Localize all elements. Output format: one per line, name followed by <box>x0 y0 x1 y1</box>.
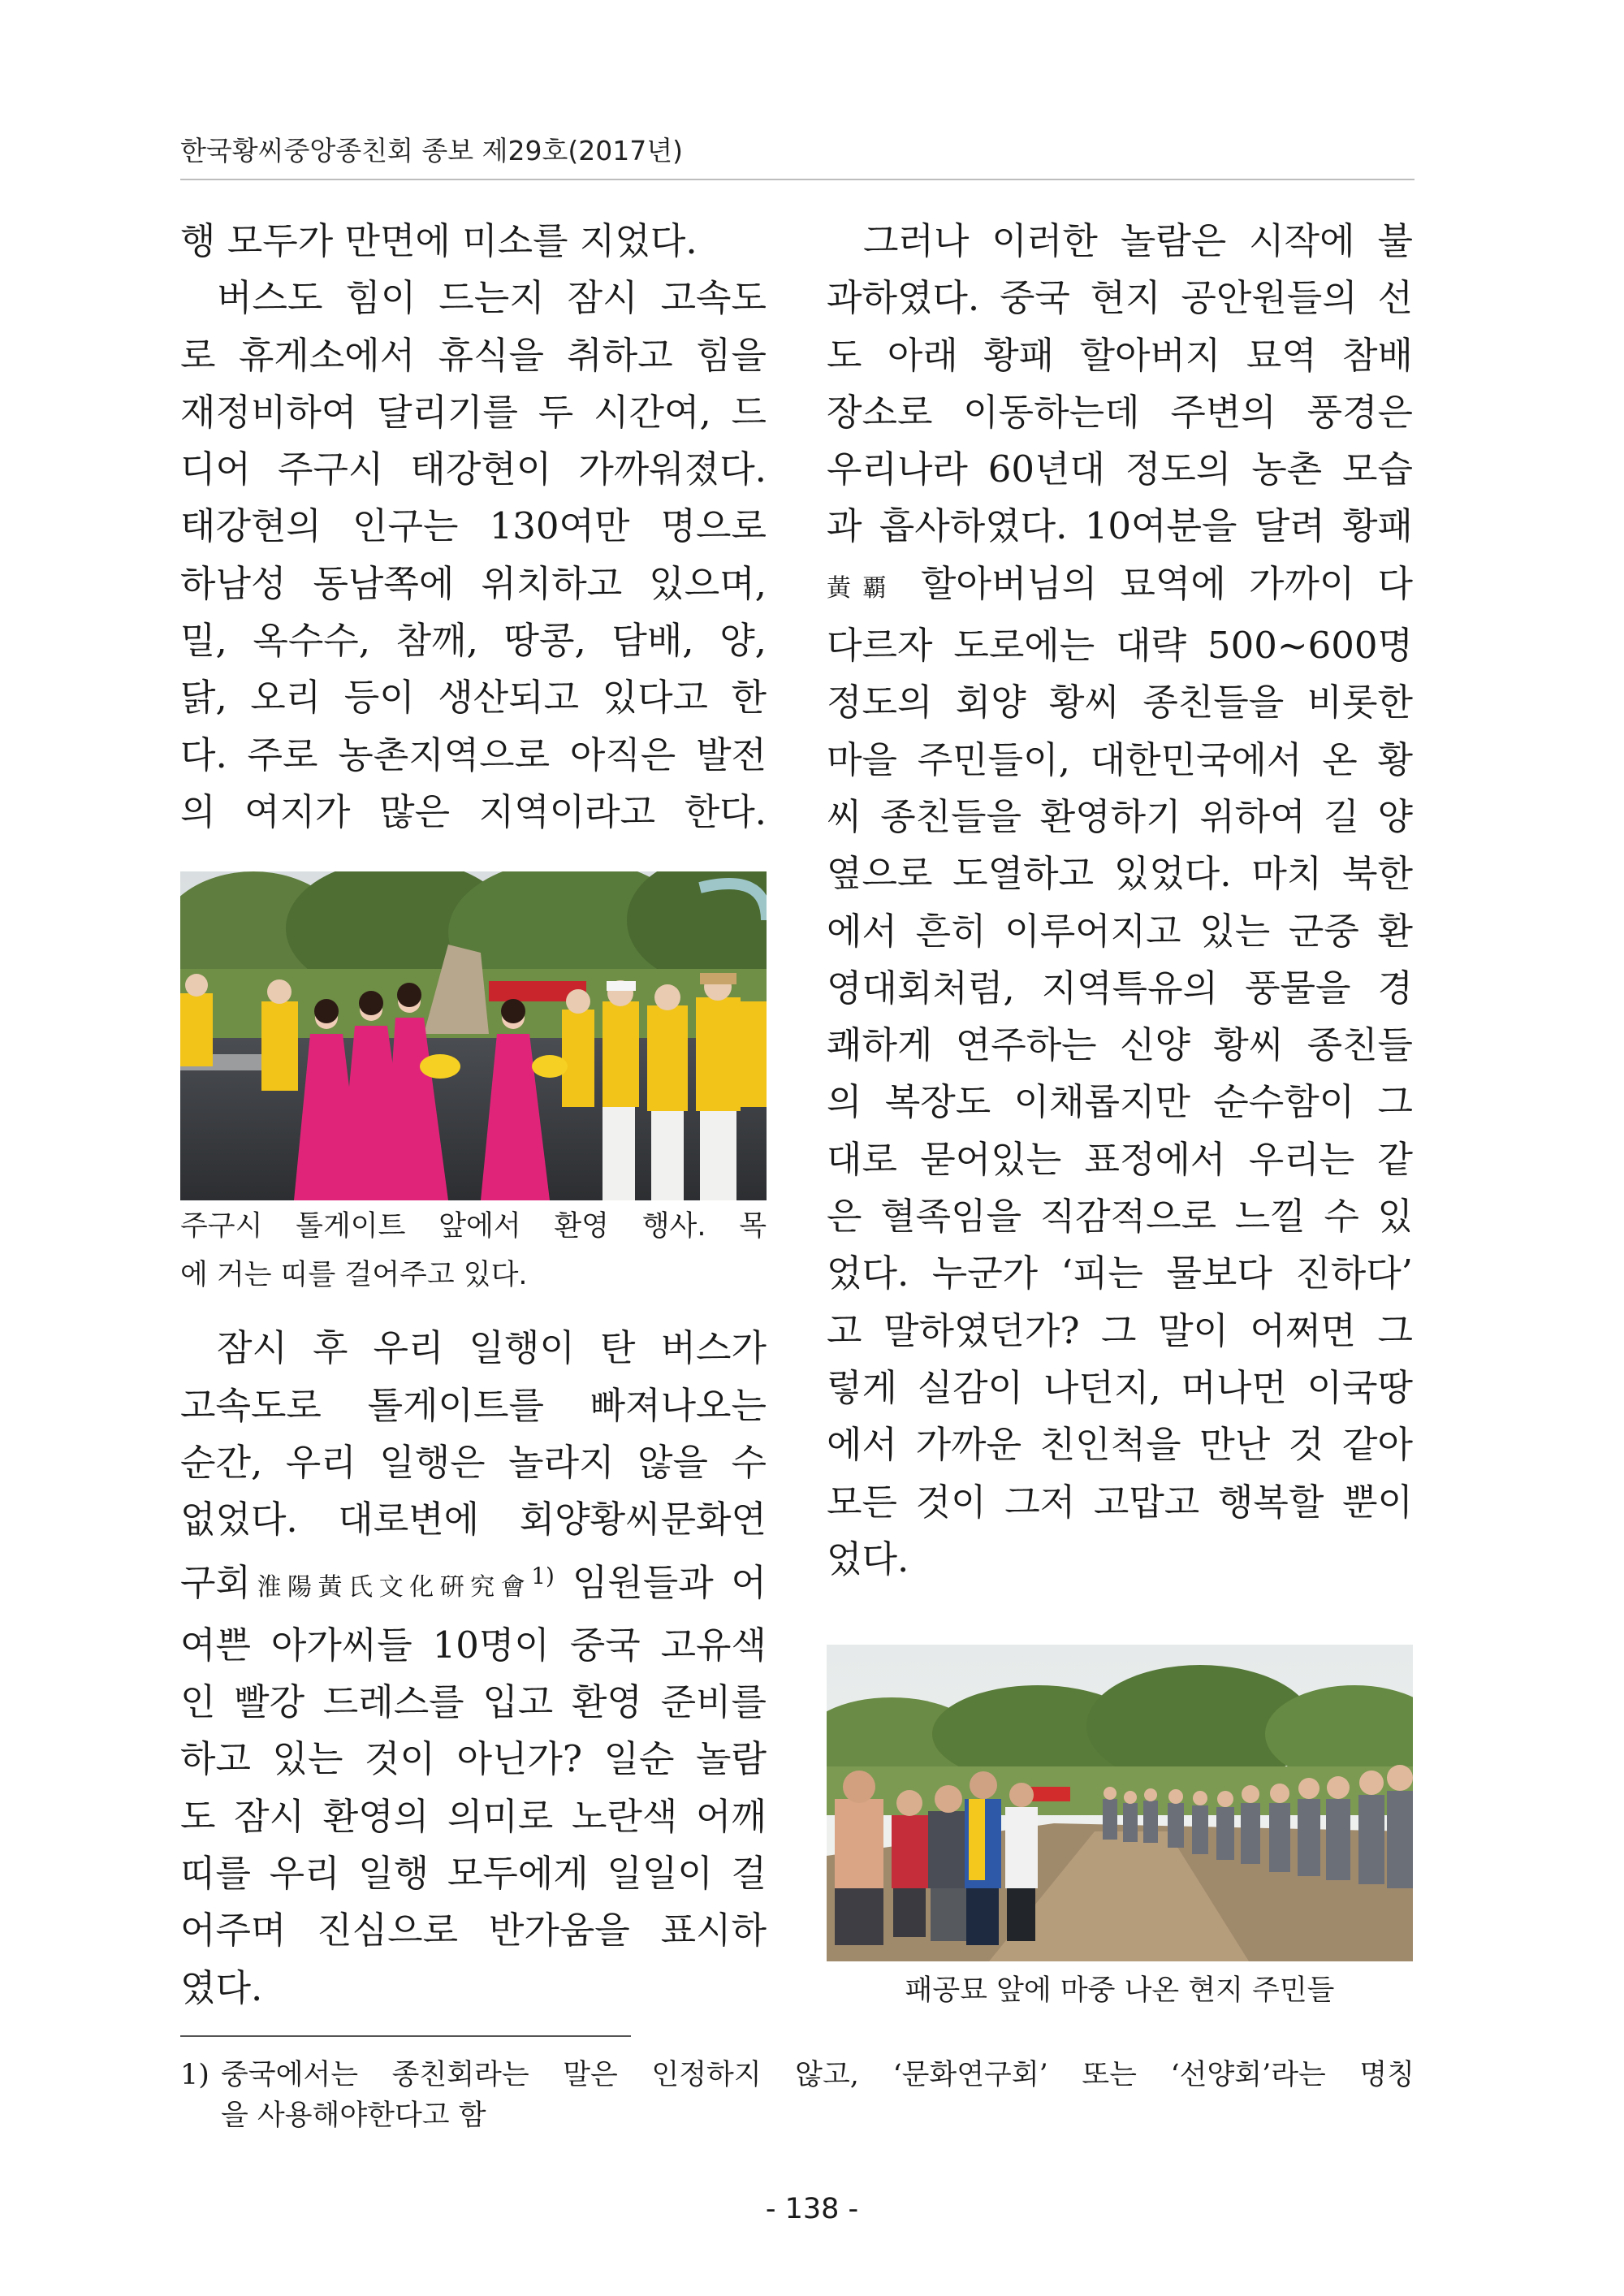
text-fragment: 임원들과 어 <box>554 1561 767 1605</box>
photo-caption-tollgate <box>180 1202 767 1299</box>
footnote-reference[interactable]: 1) <box>531 1563 555 1590</box>
text-line: 였다. <box>180 1965 263 2009</box>
text-line: 띠를 우리 일행 모두에게 일일이 걸 <box>180 1851 767 1895</box>
text-line: 밀, 옥수수, 참깨, 땅콩, 담배, 양, <box>180 619 767 663</box>
text-line-with-hanja <box>827 556 1413 617</box>
text-line: 그러나 이러한 놀람은 시작에 불 <box>863 219 1413 262</box>
caption-line: 에 거는 띠를 걸어주고 있다. <box>180 1259 528 1292</box>
footnote-number: 1) <box>180 2059 209 2091</box>
text-line: 장소로 이동하는데 주변의 풍경은 <box>827 390 1413 434</box>
footnote <box>180 2055 1415 2136</box>
hanja-annotation: 黃覇 <box>827 573 898 603</box>
running-header: 한국황씨중앙종친회 종보 제29호(2017년) <box>180 135 683 166</box>
text-line: 씨 종친들을 환영하기 위하여 길 양 <box>827 794 1413 838</box>
text-line: 렇게 실감이 나던지, 머나먼 이국땅 <box>827 1365 1413 1409</box>
text-line: 과하였다. 중국 현지 공안원들의 선 <box>827 276 1413 320</box>
left-paragraph-1 <box>180 213 767 841</box>
text-line: 영대회처럼, 지역특유의 풍물을 경 <box>827 966 1413 1010</box>
text-fragment: 할아버님의 묘역에 가까이 다 <box>897 561 1414 605</box>
photo-caption-villagers: 패공묘 앞에 마중 나온 현지 주민들 <box>905 1974 1335 2008</box>
text-line: 버스도 힘이 드는지 잠시 고속도 <box>217 276 767 320</box>
page-number: - 138 - <box>765 2193 859 2225</box>
text-line: 닭, 오리 등이 생산되고 있다고 한 <box>180 676 767 720</box>
text-line: 의 복장도 이채롭지만 순수함이 그 <box>827 1080 1413 1124</box>
text-line: 인 빨강 드레스를 입고 환영 준비를 <box>180 1680 767 1724</box>
text-line: 로 휴게소에서 휴식을 취하고 힘을 <box>180 333 767 377</box>
text-line: 다. 주로 농촌지역으로 아직은 발전 <box>180 733 767 776</box>
text-line: 순간, 우리 일행은 놀라지 않을 수 <box>180 1440 767 1484</box>
photo-villagers-greeting <box>827 1645 1413 1961</box>
header-divider <box>180 179 1415 180</box>
text-line: 하고 있는 것이 아닌가? 일순 놀람 <box>180 1737 767 1781</box>
text-line: 다르자 도로에는 대략 500~600명 <box>827 624 1413 668</box>
footnote-text: 중국에서는 종친회라는 말은 인정하지 않고, ‘문화연구회’ 또는 ‘선양회’라는 명칭 <box>221 2059 1415 2091</box>
text-line: 잠시 후 우리 일행이 탄 버스가 <box>217 1326 767 1370</box>
caption-line: 주구시 톨게이트 앞에서 환영 행사. 목 <box>180 1210 767 1243</box>
footnote-divider <box>180 2035 631 2037</box>
text-line: 옆으로 도열하고 있었다. 마치 북한 <box>827 852 1413 896</box>
text-line: 쾌하게 연주하는 신양 황씨 종친들 <box>827 1023 1413 1067</box>
text-line: 대로 묻어있는 표정에서 우리는 같 <box>827 1137 1413 1181</box>
text-line: 없었다. 대로변에 회양황씨문화연 <box>180 1498 767 1541</box>
text-line: 도 잠시 환영의 의미로 노란색 어깨 <box>180 1794 767 1838</box>
text-line: 모든 것이 그저 고맙고 행복할 뿐이 <box>827 1480 1413 1524</box>
text-line: 고속도로 톨게이트를 빠져나오는 <box>180 1383 767 1427</box>
text-line: 도 아래 황패 할아버지 묘역 참배 <box>827 333 1413 377</box>
footnote-line <box>180 2055 1415 2095</box>
footnote-text-continued: 을 사용해야한다고 함 <box>221 2099 486 2132</box>
text-line: 마을 주민들이, 대한민국에서 온 황 <box>827 737 1413 781</box>
text-line: 하남성 동남쪽에 위치하고 있으며, <box>180 561 767 605</box>
text-line: 과 흡사하였다. 10여분을 달려 황패 <box>827 504 1413 548</box>
text-line: 여쁜 아가씨들 10명이 중국 고유색 <box>180 1623 767 1667</box>
text-line: 은 혈족임을 직감적으로 느낄 수 있 <box>827 1195 1413 1239</box>
text-line: 고 말하였던가? 그 말이 어쩌면 그 <box>827 1308 1413 1352</box>
hanja-annotation: 淮陽黃氏文化硏究會 <box>250 1573 532 1602</box>
photo-tollgate-welcome <box>180 871 767 1200</box>
text-fragment: 구회 <box>180 1561 251 1605</box>
text-line: 디어 주구시 태강현이 가까워졌다. <box>180 448 767 491</box>
text-line: 재정비하여 달리기를 두 시간여, 드 <box>180 390 767 434</box>
text-line: 었다. 누군가 ‘피는 물보다 진하다’ <box>827 1252 1413 1295</box>
text-line-with-hanja <box>180 1548 767 1616</box>
text-line: 에서 가까운 친인척을 만난 것 같아 <box>827 1423 1413 1467</box>
text-line: 었다. <box>827 1537 909 1580</box>
left-paragraph-2 <box>180 1320 767 2017</box>
left-column <box>180 213 767 2017</box>
text-line: 정도의 회양 황씨 종친들을 비롯한 <box>827 681 1413 724</box>
text-line: 에서 흔히 이루어지고 있는 군중 환 <box>827 909 1413 953</box>
text-line: 의 여지가 많은 지역이라고 한다. <box>180 789 767 833</box>
text-line: 태강현의 인구는 130여만 명으로 <box>180 504 767 548</box>
right-paragraph-1 <box>827 213 1413 1588</box>
text-line: 우리나라 60년대 정도의 농촌 모습 <box>827 448 1413 491</box>
text-line: 행 모두가 만면에 미소를 지었다. <box>180 219 698 262</box>
text-line: 어주며 진심으로 반가움을 표시하 <box>180 1909 767 1952</box>
right-column <box>827 213 1413 2015</box>
